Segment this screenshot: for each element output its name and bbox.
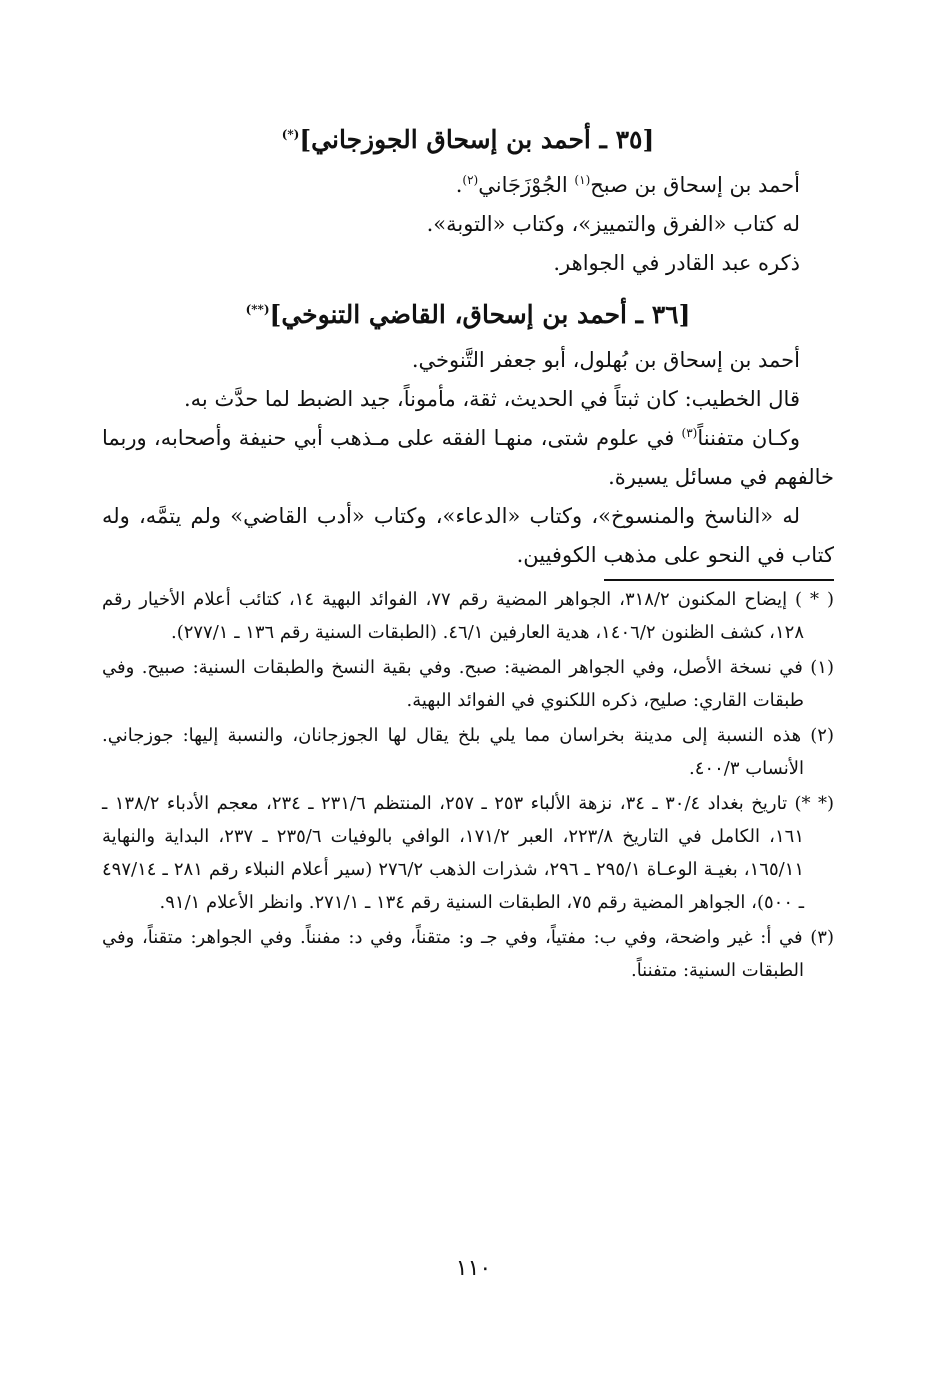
entry-35-line-3: ذكره عبد القادر في الجواهر. — [553, 251, 800, 275]
page-body — [102, 120, 834, 989]
entry-36-line-2: قال الخطيب: كان ثبتاً في الحديث، ثقة، مأموناً، جيد الضبط لما حدَّث به. — [184, 387, 800, 411]
page-number: ١١٠ — [455, 1256, 492, 1281]
entry-35-line-1: أحمد بن إسحاق بن صبح$^{(١)}$ الجُوْزَجَاني$^{(٢)}$. — [455, 173, 800, 197]
entry-36-title-mark: (**) — [245, 302, 270, 317]
footnote-separator — [604, 579, 834, 581]
entry-35-title-mark: (*) — [281, 127, 300, 142]
footnote-3: (٣) في أ: غير واضحة، وفي ب: مفتياً، وفي جـ و: متقناً، وفي د: مفنناً. وفي الجواهر: متقناً، وفي الطبقات السنية: متفنناً. — [102, 927, 834, 981]
entry-36-line-1: أحمد بن إسحاق بن بُهلول، أبو جعفر التَّنوخي. — [411, 348, 800, 372]
footnote-2: (٢) هذه النسبة إلى مدينة بخراسان مما يلي بلخ يقال لها الجوزجانان، والنسبة إليها: جوزجاني. الأنساب ٤٠٠/٣. — [102, 725, 834, 779]
entry-36-line-4: له «الناسخ والمنسوخ»، وكتاب «الدعاء»، وكتاب «أدب القاضي» ولم يتمَّه، وله كتاب في النحو على مذهب الكوفيين. — [102, 504, 834, 567]
entry-36-line-3: وكـان متفنناً$^{(٣)}$ في علوم شتى، منهـا الفقه على مـذهب أبي حنيفة وأصحابه، وربما خالفهم في مسائل يسيرة. — [102, 426, 834, 489]
entry-35-title: [٣٥ ـ أحمد بن إسحاق الجوزجاني](*) — [281, 125, 655, 154]
footnote-double-star: (* *) تاريخ بغداد ٣٠/٤ ـ ٣٤، نزهة الألباء ٢٥٣ ـ ٢٥٧، المنتظم ٢٣١/٦ ـ ٢٣٤، معجم الأدباء ١٣٨/٢ ـ ١٦١، الكامل في التاريخ ٢٢٣/٨، العبر ١٧١/٢، الوافي بالوفيات ٢٣٥/٦ ـ ٢٣٧، البداية والنهاية ١٦٥/١١، بغيـة الوعـاة ٢٩٥/١ ـ ٢٩٦، شذرات الذهب ٢٧٦/٢ (سير أعلام النبلاء رقم ٢٨١ ـ ٤٩٧/١٤ ـ ٥٠٠)، الجواهر المضية رقم ٧٥، الطبقات السنية رقم ١٣٤ ـ ٢٧١/١. وانظر الأعلام ٩١/١. — [102, 793, 835, 913]
entry-35-line-2: له كتاب «الفرق والتمييز»، وكتاب «التوبة». — [426, 212, 800, 236]
entry-36-title: [٣٦ ـ أحمد بن إسحاق، القاضي التنوخي](**) — [245, 300, 691, 329]
footnote-star: ( * ) إيضاح المكنون ٣١٨/٢، الجواهر المضية رقم ٧٧، الفوائد البهية ١٤، كتائب أعلام الأخيار رقم ١٢٨، كشف الظنون ١٤٠٦/٢، هدية العارفين ٤٦/١. (الطبقات السنية رقم ١٣٦ ـ ٢٧٧/١). — [102, 589, 834, 643]
footnote-1: (١) في نسخة الأصل، وفي الجواهر المضية: صبح. وفي بقية النسخ والطبقات السنية: صبيح. وفي طبقات القاري: صليح، ذكره اللكنوي في الفوائد البهية. — [102, 657, 834, 711]
